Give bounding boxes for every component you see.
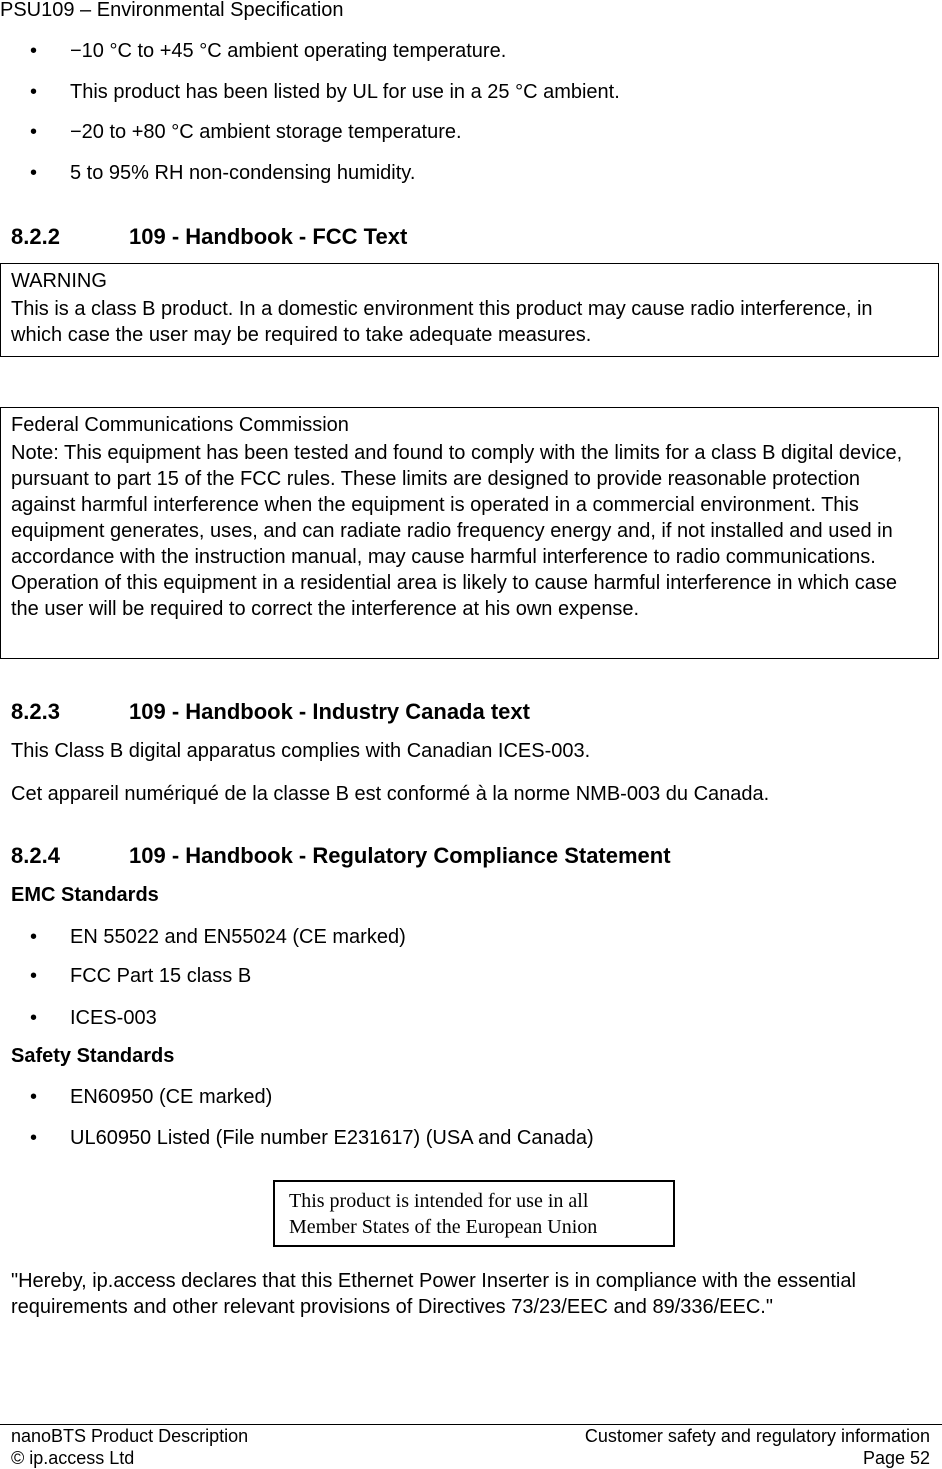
emc-standards-title: EMC Standards <box>11 884 159 906</box>
list-item: • 5 to 95% RH non-condensing humidity. <box>30 162 416 184</box>
env-spec-title: PSU109 – Environmental Specification <box>0 0 344 21</box>
list-item: • −10 °C to +45 °C ambient operating temperature. <box>30 40 507 62</box>
warning-box <box>0 263 939 357</box>
fcc-text: Note: This equipment has been tested and found to comply with the limits for a class B digital device, pursuant to part 15 of the FCC rules. These limits are designed to provide reasonable protection against harmful interference when the equipment is operated in a commercial environment. This equipment generates, uses, and can radiate radio frequency energy and, if not installed and used in accordance with the instruction manual, may cause harmful interference to radio communications. Operation of this equipment in a residential area is likely to cause harmful interference in which case the user will be required to correct the interference at his own expense. <box>11 442 903 620</box>
safety-standards-title: Safety Standards <box>11 1045 175 1067</box>
warning-text: This is a class B product. In a domestic environment this product may cause radio interference, in which case the user may be required to take adequate measures. <box>11 298 873 346</box>
section-heading-8-2-3: 8.2.3 109 - Handbook - Industry Canada text <box>11 699 530 724</box>
list-item: • ICES-003 <box>30 1007 157 1029</box>
eu-statement-box: This product is intended for use in all Member States of the European Union <box>273 1180 675 1247</box>
fcc-box <box>0 407 939 659</box>
list-item: • UL60950 Listed (File number E231617) (USA and Canada) <box>30 1127 594 1149</box>
footer-doc-title: nanoBTS Product Description <box>11 1426 249 1446</box>
section-heading-8-2-4: 8.2.4 109 - Handbook - Regulatory Compliance Statement <box>11 843 671 868</box>
canada-text-fr: Cet appareil numériqué de la classe B est conformé à la norme NMB-003 du Canada. <box>11 783 770 805</box>
list-item: • This product has been listed by UL for use in a 25 °C ambient. <box>30 81 620 103</box>
section-heading-8-2-2: 8.2.2 109 - Handbook - FCC Text <box>11 224 408 249</box>
list-item: • EN 55022 and EN55024 (CE marked) <box>30 926 406 948</box>
list-item: • FCC Part 15 class B <box>30 965 252 987</box>
declaration-text: "Hereby, ip.access declares that this Ethernet Power Inserter is in compliance with the essential requirements and other relevant provisions of Directives 73/23/EEC and 89/336/EEC." <box>11 1270 856 1318</box>
warning-title: WARNING <box>11 270 107 292</box>
list-item: • −20 to +80 °C ambient storage temperature. <box>30 121 462 143</box>
footer-copyright: © ip.access Ltd <box>11 1448 135 1468</box>
canada-text-en: This Class B digital apparatus complies with Canadian ICES-003. <box>11 740 591 762</box>
page-number: Page 52 <box>862 1448 930 1468</box>
fcc-title: Federal Communications Commission <box>11 414 349 436</box>
list-item: • EN60950 (CE marked) <box>30 1086 273 1108</box>
footer-section-name: Customer safety and regulatory information <box>584 1426 930 1446</box>
